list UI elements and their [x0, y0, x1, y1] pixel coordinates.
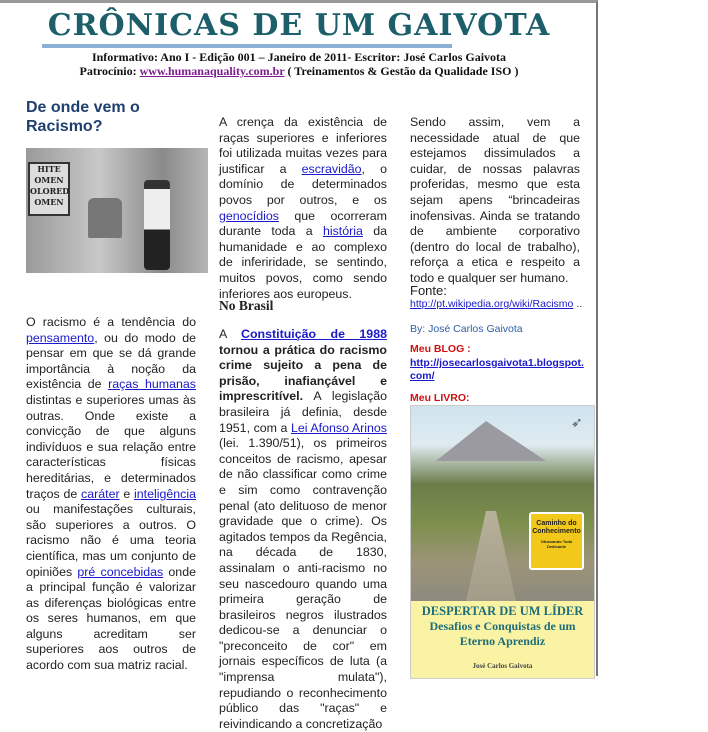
book-title-block	[411, 604, 594, 649]
inline-link[interactable]: pensamento	[26, 330, 95, 345]
text-run: da humanidade e ao complexo de inferiridade, se sentindo, muitos povos, como sendo inferiores aos europeus.	[219, 224, 387, 301]
book-cover[interactable]	[410, 405, 595, 679]
article-heading: De onde vem o Racismo?	[26, 99, 140, 135]
edition-line: Informativo: Ano I - Edição 001 – Janeiro de 2011- Escritor: José Carlos Gaivota	[91, 50, 507, 64]
text-run: , o domínio de determinados povos por outros, e os	[219, 161, 388, 207]
column-3-text	[410, 115, 580, 287]
sponsor-line	[0, 64, 598, 78]
photo-sign: HITE OMEN OLORED OMEN	[28, 162, 70, 216]
source-ellipsis: ..	[573, 298, 583, 310]
book-cover-scene	[411, 406, 594, 601]
book-title: DESPERTAR DE UM LÍDER	[421, 604, 584, 618]
newsletter-title: CRÔNICAS DE UM GAIVOTA	[47, 8, 551, 43]
column-2-brasil-text	[219, 327, 387, 732]
text-run: A legislação brasileira já definia, desde 1951, com a	[219, 389, 387, 435]
bridge	[466, 511, 516, 601]
text-run: ou manifestações culturais, são superiores a outros. O racismo não é uma teoria científica, mas um conjunto de opiniões	[26, 502, 196, 579]
edition-info	[0, 50, 598, 78]
inline-link[interactable]: Lei Afonso Arinos	[291, 420, 387, 435]
blog-link[interactable]: http://josecarlosgaivota1.blogspot.com/	[410, 357, 584, 382]
book-label: Meu LIVRO:	[410, 392, 470, 404]
road-sign-text: Caminho do Conhecimento	[532, 520, 581, 535]
subheading-no-brasil: No Brasil	[219, 298, 274, 313]
source-line	[410, 298, 582, 310]
inline-link[interactable]: história	[322, 224, 363, 239]
mountain	[436, 421, 546, 461]
column-1-text	[26, 315, 196, 674]
text-run: A	[219, 327, 242, 341]
article-photo	[26, 148, 208, 273]
source-link[interactable]: http://pt.wikipedia.org/wiki/Racismo	[410, 298, 574, 310]
column-2-text	[219, 115, 387, 302]
text-run: Sendo assim, vem a necessidade atual de que estejamos dissimulados a cuidar, de nossas palavras proferidas, mesmo que esta sejam apens “brincadeiras inofensivas. Ainda se tratando de ambiente corporativo (dentro do local de trabalho), reforça a etica e respeito a todo e qualquer ser humano.	[410, 115, 580, 285]
sponsor-description: ( Treinamentos & Gestão da Qualidade ISO )	[284, 64, 519, 78]
text-run: tornou a prática do racismo crime sujeito a pena de prisão, inafiançável e imprescritível.	[219, 342, 387, 404]
inline-link[interactable]: escravidão	[301, 161, 362, 176]
text-run: A crença da existência de raças superiores e inferiores foi utilizada muitas vezes para justificar a	[219, 115, 387, 176]
book-author: José Carlos Gaivota	[472, 662, 533, 670]
photo-man	[144, 180, 170, 270]
inline-link[interactable]: raças humanas	[108, 377, 196, 392]
blog-label: Meu BLOG :	[410, 343, 471, 355]
inline-link[interactable]: Constituição de 1988	[241, 327, 387, 341]
text-run: , ou do modo de pensar em que se dá grande importância à noção da existência de	[26, 330, 196, 392]
text-run: O racismo é a tendência do	[26, 315, 196, 329]
title-divider	[42, 44, 452, 48]
sponsor-label: Patrocínio:	[79, 64, 140, 78]
text-run: distintas e superiores umas às outras. Onde existe a convicção de que alguns indivíduos e sua relação entre características físicas hereditárias, e determinados traços de	[26, 392, 196, 501]
book-subtitle: Desafios e Conquistas de um Eterno Aprendiz	[429, 619, 576, 648]
inline-link[interactable]: genocídios	[219, 208, 279, 223]
photo-water-cooler	[88, 198, 122, 238]
byline: By: José Carlos Gaivota	[410, 323, 523, 335]
inline-link[interactable]: pré concebidas	[77, 564, 164, 579]
text-run: onde a principal função é valorizar as diferenças biológicas entre os seres humanos, em que alguns acreditam ser superiores aos outros de acordo com sua matriz racial.	[26, 564, 196, 673]
text-run: (lei. 1.390/51), os primeiros conceitos de racismo, apesar de não classificar como crime e sim como contravenção penal (ato delituoso de menor gravidade que o crime). Os agitados tempos da Regência, na década de 1830, assinalam o anti-racismo no seu nascedouro quando uma primeira geração de brasileiros negros ilustrados dedicou-se a denunciar o "preconceito de cor" em jornais específicos de luta (a "imprensa mulata"), repudiando o reconhecimento público das "raças" e reivindicando a concretização	[219, 436, 387, 731]
road-sign-subtext: Ofuscando Todo Dedicante	[540, 539, 573, 549]
road-sign	[529, 512, 584, 570]
seagull-icon: ➶	[571, 414, 583, 430]
text-run: que ocorreram durante toda a	[219, 208, 387, 239]
source-label: Fonte:	[410, 283, 447, 298]
inline-link[interactable]: inteligência	[134, 486, 196, 501]
sponsor-link[interactable]: www.humanaquality.com.br	[139, 64, 285, 78]
blog-link-wrap	[410, 357, 585, 383]
inline-link[interactable]: caráter	[81, 486, 120, 501]
text-run: e	[119, 486, 134, 501]
